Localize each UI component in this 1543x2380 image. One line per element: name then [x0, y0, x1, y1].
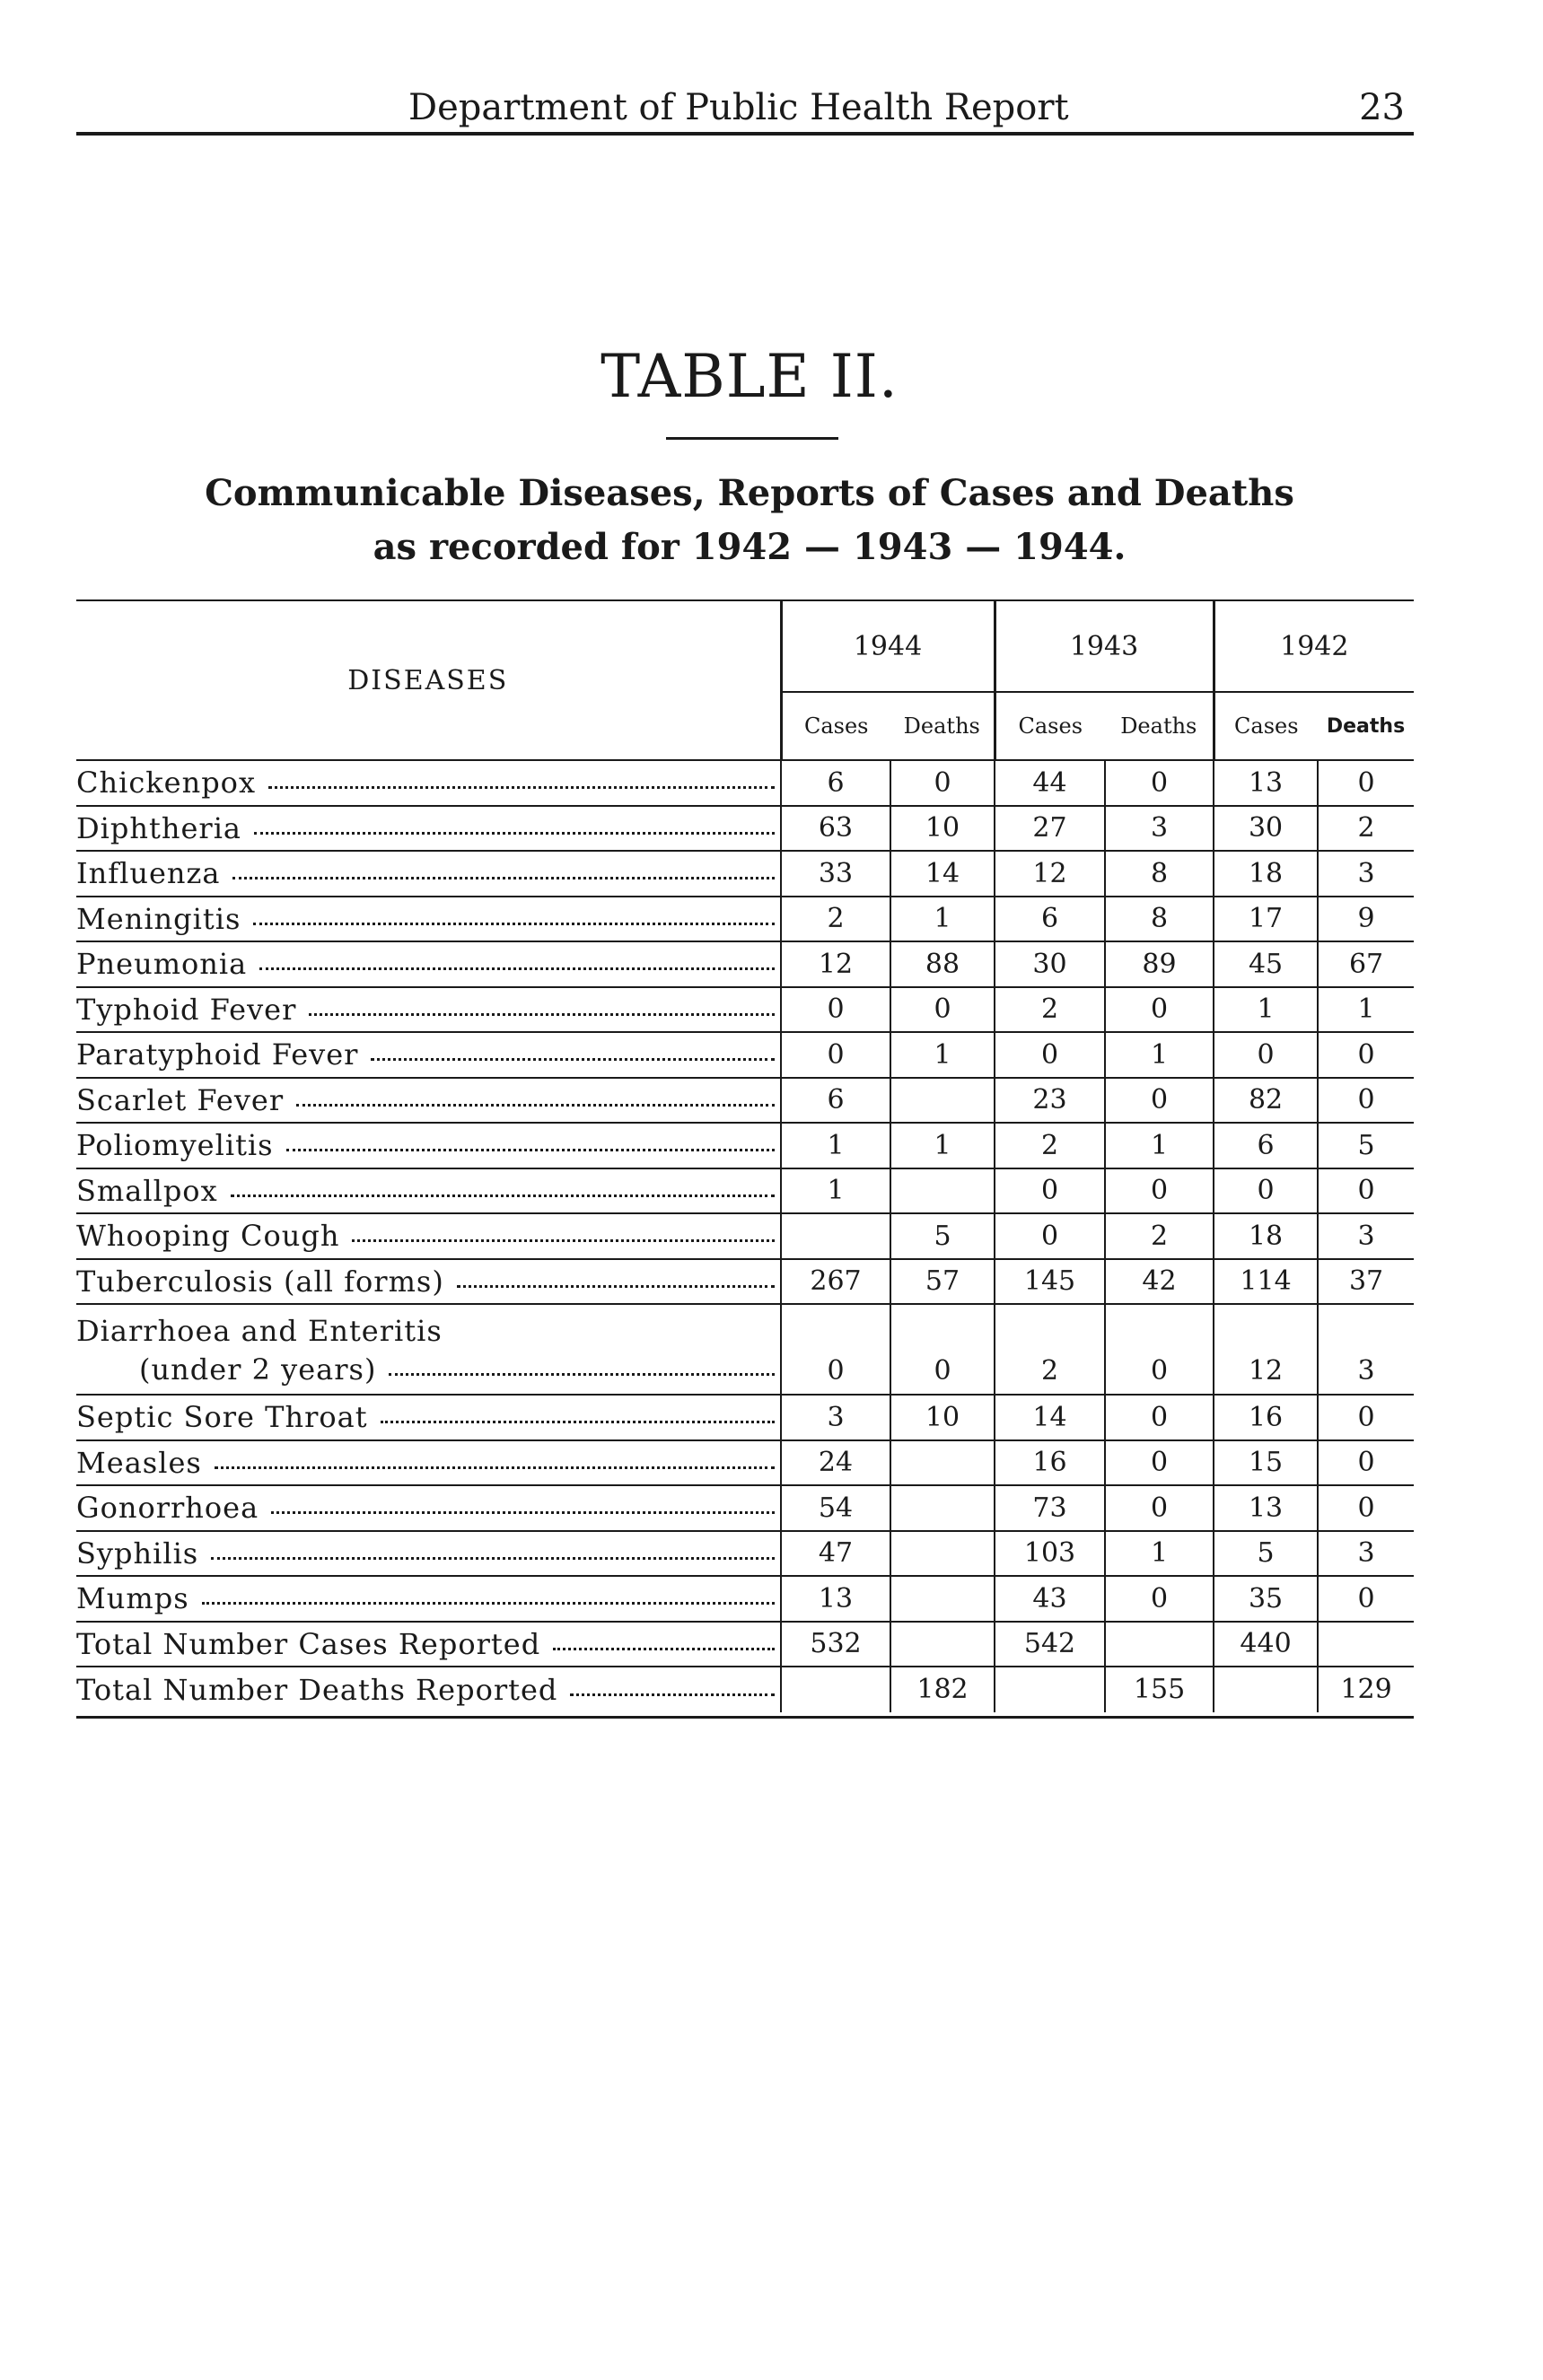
- cell-1942-deaths: 37: [1318, 1259, 1414, 1305]
- cell-1942-deaths: 0: [1318, 760, 1414, 806]
- cell-1944-deaths: [890, 1168, 995, 1214]
- year-header-1942: 1942: [1214, 600, 1414, 692]
- cell-1942-deaths: [1318, 1622, 1414, 1667]
- cell-1943-deaths: 89: [1105, 941, 1214, 987]
- disease-label: Gonorrhoea: [76, 1491, 259, 1526]
- cell-1942-cases: 13: [1214, 1485, 1318, 1531]
- disease-label: Scarlet Fever: [76, 1082, 285, 1117]
- cell-1942-deaths: 0: [1318, 1032, 1414, 1078]
- cell-1944-deaths: 0: [890, 760, 995, 806]
- page-number: 23: [1359, 87, 1405, 128]
- cell-1944-cases: 6: [781, 1078, 890, 1124]
- cell-1943-deaths: 2: [1105, 1213, 1214, 1259]
- cell-1942-cases: 45: [1214, 941, 1318, 987]
- sub-header-cases: Cases: [995, 692, 1105, 760]
- disease-label: Pneumonia: [76, 947, 248, 982]
- total-deaths-row: [76, 1667, 1414, 1712]
- disease-label: Meningitis: [76, 901, 241, 936]
- diseases-table: [76, 599, 1414, 1712]
- disease-name: [76, 1304, 781, 1395]
- cell-1944-deaths: 0: [890, 1304, 995, 1395]
- disease-name: [76, 941, 781, 987]
- table-row: [76, 987, 1414, 1033]
- cell-1943-deaths: [1105, 1622, 1214, 1667]
- cell-1944-cases: [781, 1213, 890, 1259]
- cell-1942-cases: 18: [1214, 851, 1318, 897]
- cell-1943-deaths: 155: [1105, 1667, 1214, 1712]
- cell-1942-deaths: 0: [1318, 1168, 1414, 1214]
- cell-1943-deaths: 0: [1105, 1576, 1214, 1622]
- dot-leader: [371, 1058, 775, 1061]
- cell-1944-cases: 6: [781, 760, 890, 806]
- disease-name: [76, 1078, 781, 1124]
- cell-1944-deaths: 0: [890, 987, 995, 1033]
- cell-1944-deaths: 5: [890, 1213, 995, 1259]
- cell-1943-cases: 2: [995, 987, 1105, 1033]
- cell-1942-cases: 440: [1214, 1622, 1318, 1667]
- cell-1943-cases: 2: [995, 1304, 1105, 1395]
- cell-1943-cases: [995, 1667, 1105, 1712]
- table-row: [76, 897, 1414, 942]
- cell-1943-deaths: 0: [1105, 987, 1214, 1033]
- cell-1942-cases: 6: [1214, 1123, 1318, 1168]
- cell-1944-deaths: 10: [890, 806, 995, 852]
- dot-leader: [389, 1373, 775, 1376]
- title-rule: [666, 437, 838, 440]
- year-header-1943: 1943: [995, 600, 1214, 692]
- cell-1942-cases: 30: [1214, 806, 1318, 852]
- cell-1944-cases: 532: [781, 1622, 890, 1667]
- disease-name: [76, 1531, 781, 1577]
- total-cases-row: [76, 1622, 1414, 1667]
- cell-1944-deaths: [890, 1485, 995, 1531]
- cell-1944-cases: 0: [781, 1032, 890, 1078]
- cell-1943-cases: 0: [995, 1032, 1105, 1078]
- table-subtitle-line2: as recorded for 1942 — 1943 — 1944.: [373, 526, 1127, 568]
- cell-1942-cases: 82: [1214, 1078, 1318, 1124]
- cell-1944-deaths: 182: [890, 1667, 995, 1712]
- cell-1943-deaths: 0: [1105, 1078, 1214, 1124]
- cell-1943-deaths: 0: [1105, 1304, 1214, 1395]
- cell-1944-cases: 1: [781, 1168, 890, 1214]
- disease-label: Measles: [76, 1445, 202, 1480]
- disease-label: Smallpox: [76, 1173, 218, 1208]
- cell-1944-cases: 54: [781, 1485, 890, 1531]
- disease-label: Chickenpox: [76, 766, 256, 801]
- disease-name: [76, 1032, 781, 1078]
- cell-1943-deaths: 0: [1105, 1168, 1214, 1214]
- cell-1943-cases: 27: [995, 806, 1105, 852]
- cell-1944-deaths: [890, 1531, 995, 1577]
- sub-header-cases: Cases: [1214, 692, 1318, 760]
- cell-1942-cases: 15: [1214, 1440, 1318, 1486]
- disease-name: [76, 1168, 781, 1214]
- cell-1944-cases: 47: [781, 1531, 890, 1577]
- cell-1942-cases: 35: [1214, 1576, 1318, 1622]
- table-row: [76, 1213, 1414, 1259]
- cell-1942-deaths: 0: [1318, 1078, 1414, 1124]
- cell-1943-deaths: 1: [1105, 1123, 1214, 1168]
- running-header: [76, 85, 1414, 136]
- disease-name: [76, 851, 781, 897]
- disease-name: [76, 1576, 781, 1622]
- sub-header-deaths: Deaths: [890, 692, 995, 760]
- cell-1944-deaths: [890, 1576, 995, 1622]
- cell-1942-cases: 5: [1214, 1531, 1318, 1577]
- disease-name: [76, 760, 781, 806]
- cell-1943-deaths: 0: [1105, 1395, 1214, 1440]
- disease-label: Influenza: [76, 856, 221, 891]
- total-deaths-label: Total Number Deaths Reported: [76, 1672, 558, 1707]
- cell-1943-cases: 542: [995, 1622, 1105, 1667]
- disease-label: Whooping Cough: [76, 1219, 340, 1254]
- cell-1942-cases: 114: [1214, 1259, 1318, 1305]
- cell-1943-cases: 0: [995, 1168, 1105, 1214]
- cell-1942-deaths: 1: [1318, 987, 1414, 1033]
- cell-1942-deaths: 3: [1318, 1304, 1414, 1395]
- cell-1943-cases: 44: [995, 760, 1105, 806]
- cell-1942-cases: 17: [1214, 897, 1318, 942]
- cell-1944-deaths: [890, 1078, 995, 1124]
- total-cases-label: Total Number Cases Reported: [76, 1626, 541, 1661]
- disease-label: Typhoid Fever: [76, 992, 297, 1027]
- sub-header-deaths: Deaths: [1318, 692, 1414, 760]
- table-row: [76, 1576, 1414, 1622]
- cell-1942-deaths: 0: [1318, 1576, 1414, 1622]
- dot-leader: [286, 1149, 775, 1151]
- dot-leader: [457, 1285, 775, 1288]
- dot-leader: [352, 1239, 775, 1242]
- cell-1944-cases: 24: [781, 1440, 890, 1486]
- cell-1944-deaths: 14: [890, 851, 995, 897]
- dot-leader: [570, 1693, 775, 1696]
- cell-1944-deaths: 88: [890, 941, 995, 987]
- cell-1943-cases: 12: [995, 851, 1105, 897]
- table-row: [76, 1531, 1414, 1577]
- cell-1942-deaths: 3: [1318, 1531, 1414, 1577]
- disease-label: Diphtheria: [76, 810, 241, 845]
- table-row: [76, 941, 1414, 987]
- table-row: [76, 1259, 1414, 1305]
- dot-leader: [381, 1421, 775, 1423]
- disease-label: Diarrhoea and Enteritis: [76, 1314, 443, 1348]
- cell-1942-cases: 16: [1214, 1395, 1318, 1440]
- year-header-row: [76, 600, 1414, 692]
- dot-leader: [215, 1466, 775, 1469]
- dot-leader: [211, 1557, 775, 1560]
- cell-1943-deaths: 0: [1105, 1485, 1214, 1531]
- disease-name: [76, 987, 781, 1033]
- cell-1942-cases: 13: [1214, 760, 1318, 806]
- cell-1943-deaths: 8: [1105, 851, 1214, 897]
- cell-1943-deaths: 42: [1105, 1259, 1214, 1305]
- disease-name: [76, 1395, 781, 1440]
- dot-leader: [232, 877, 775, 879]
- sub-header-deaths: Deaths: [1105, 692, 1214, 760]
- diseases-header: DISEASES: [76, 600, 781, 760]
- cell-1942-deaths: 67: [1318, 941, 1414, 987]
- disease-name: [76, 806, 781, 852]
- table-row: [76, 1032, 1414, 1078]
- cell-1942-deaths: 2: [1318, 806, 1414, 852]
- cell-1943-cases: 30: [995, 941, 1105, 987]
- cell-1943-cases: 14: [995, 1395, 1105, 1440]
- cell-1944-cases: 2: [781, 897, 890, 942]
- cell-1942-deaths: 0: [1318, 1440, 1414, 1486]
- cell-1942-deaths: 0: [1318, 1485, 1414, 1531]
- dot-leader: [259, 967, 775, 970]
- disease-name: [76, 1485, 781, 1531]
- cell-1944-deaths: [890, 1622, 995, 1667]
- cell-1943-deaths: 1: [1105, 1032, 1214, 1078]
- disease-label: Mumps: [76, 1581, 189, 1616]
- cell-1943-cases: 16: [995, 1440, 1105, 1486]
- cell-1944-cases: 13: [781, 1576, 890, 1622]
- cell-1943-cases: 103: [995, 1531, 1105, 1577]
- disease-label: Septic Sore Throat: [76, 1400, 368, 1435]
- table-title: TABLE II.: [601, 342, 899, 411]
- disease-label-continued: (under 2 years): [139, 1352, 377, 1387]
- cell-1942-cases: 0: [1214, 1168, 1318, 1214]
- cell-1942-cases: [1214, 1667, 1318, 1712]
- dot-leader: [253, 923, 775, 925]
- cell-1943-deaths: 8: [1105, 897, 1214, 942]
- dot-leader: [268, 786, 775, 789]
- cell-1943-cases: 145: [995, 1259, 1105, 1305]
- table-row: [76, 1168, 1414, 1214]
- cell-1944-cases: 33: [781, 851, 890, 897]
- cell-1944-cases: 12: [781, 941, 890, 987]
- table-row: [76, 760, 1414, 806]
- dot-leader: [202, 1602, 775, 1605]
- table-row: [76, 806, 1414, 852]
- cell-1944-cases: 63: [781, 806, 890, 852]
- dot-leader: [296, 1104, 775, 1107]
- disease-label: Tuberculosis (all forms): [76, 1264, 444, 1299]
- cell-1943-cases: 43: [995, 1576, 1105, 1622]
- table-subtitle-line1: Communicable Diseases, Reports of Cases and Deaths: [205, 472, 1294, 514]
- cell-1942-deaths: 129: [1318, 1667, 1414, 1712]
- cell-1944-cases: 267: [781, 1259, 890, 1305]
- cell-1943-deaths: 3: [1105, 806, 1214, 852]
- table-row: [76, 1078, 1414, 1124]
- cell-1943-deaths: 1: [1105, 1531, 1214, 1577]
- cell-1942-deaths: 3: [1318, 851, 1414, 897]
- cell-1944-cases: 0: [781, 987, 890, 1033]
- cell-1942-deaths: 3: [1318, 1213, 1414, 1259]
- cell-1944-cases: 0: [781, 1304, 890, 1395]
- table-row: [76, 1304, 1414, 1395]
- disease-name: [76, 1213, 781, 1259]
- dot-leader: [271, 1511, 775, 1514]
- cell-1944-deaths: 1: [890, 1123, 995, 1168]
- sub-header-cases: Cases: [781, 692, 890, 760]
- disease-name: [76, 1667, 781, 1712]
- disease-name: [76, 897, 781, 942]
- cell-1943-deaths: 0: [1105, 760, 1214, 806]
- cell-1943-cases: 23: [995, 1078, 1105, 1124]
- cell-1942-cases: 0: [1214, 1032, 1318, 1078]
- dot-leader: [254, 832, 775, 835]
- cell-1944-cases: 1: [781, 1123, 890, 1168]
- table-row: [76, 851, 1414, 897]
- cell-1942-deaths: 9: [1318, 897, 1414, 942]
- disease-name: [76, 1622, 781, 1667]
- dot-leader: [231, 1194, 775, 1197]
- cell-1944-deaths: 1: [890, 1032, 995, 1078]
- table-row: [76, 1395, 1414, 1440]
- table-row: [76, 1123, 1414, 1168]
- running-title: Department of Public Health Report: [408, 87, 1069, 128]
- dot-leader: [309, 1013, 775, 1016]
- disease-name: [76, 1259, 781, 1305]
- year-header-1944: 1944: [781, 600, 995, 692]
- cell-1942-cases: 1: [1214, 987, 1318, 1033]
- disease-label: Poliomyelitis: [76, 1128, 274, 1163]
- table-row: [76, 1485, 1414, 1531]
- cell-1943-cases: 2: [995, 1123, 1105, 1168]
- cell-1944-deaths: [890, 1440, 995, 1486]
- cell-1944-cases: 3: [781, 1395, 890, 1440]
- cell-1944-deaths: 57: [890, 1259, 995, 1305]
- cell-1943-cases: 73: [995, 1485, 1105, 1531]
- cell-1942-cases: 12: [1214, 1304, 1318, 1395]
- disease-name: [76, 1123, 781, 1168]
- cell-1942-cases: 18: [1214, 1213, 1318, 1259]
- cell-1944-deaths: 10: [890, 1395, 995, 1440]
- table-bottom-rule: [76, 1716, 1414, 1719]
- disease-name: [76, 1440, 781, 1486]
- table-row: [76, 1440, 1414, 1486]
- cell-1944-cases: [781, 1667, 890, 1712]
- dot-leader: [553, 1648, 775, 1650]
- cell-1943-cases: 0: [995, 1213, 1105, 1259]
- disease-label: Syphilis: [76, 1536, 199, 1571]
- cell-1943-cases: 6: [995, 897, 1105, 942]
- cell-1944-deaths: 1: [890, 897, 995, 942]
- cell-1942-deaths: 0: [1318, 1395, 1414, 1440]
- cell-1942-deaths: 5: [1318, 1123, 1414, 1168]
- disease-label: Paratyphoid Fever: [76, 1037, 359, 1072]
- cell-1943-deaths: 0: [1105, 1440, 1214, 1486]
